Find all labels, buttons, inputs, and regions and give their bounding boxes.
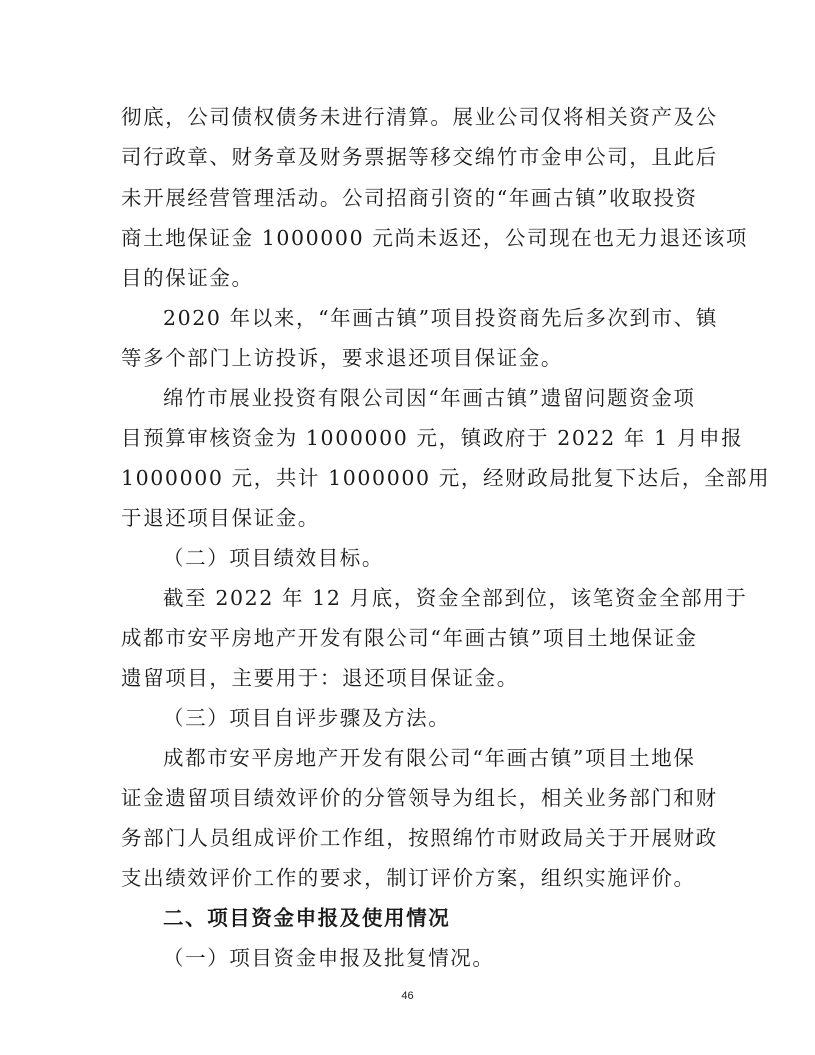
paragraph-line: 成都市安平房地产开发有限公司“年画古镇”项目土地保 xyxy=(163,746,696,770)
paragraph-line: 支出绩效评价工作的要求，制订评价方案，组织实施评价。 xyxy=(121,866,696,890)
paragraph-line: 目的保证金。 xyxy=(121,266,254,290)
paragraph-line: 未开展经营管理活动。公司招商引资的“年画古镇”收取投资 xyxy=(121,186,698,210)
subsection-heading: （三）项目自评步骤及方法。 xyxy=(163,706,451,730)
subsection-heading: （一）项目资金申报及批复情况。 xyxy=(163,946,495,970)
paragraph-line: 绵竹市展业投资有限公司因“年画古镇”遗留问题资金项 xyxy=(163,386,696,410)
paragraph-line: 等多个部门上访投诉，要求退还项目保证金。 xyxy=(121,346,563,370)
paragraph-line: 证金遗留项目绩效评价的分管领导为组长，相关业务部门和财 xyxy=(121,786,718,810)
paragraph-line: 务部门人员组成评价工作组，按照绵竹市财政局关于开展财政 xyxy=(121,826,718,850)
paragraph-line: 成都市安平房地产开发有限公司“年画古镇”项目土地保证金 xyxy=(121,626,698,650)
paragraph-line: 2020 年以来，“年画古镇”项目投资商先后多次到市、镇 xyxy=(163,306,718,330)
paragraph-line: 彻底，公司债权债务未进行清算。展业公司仅将相关资产及公 xyxy=(121,105,718,129)
paragraph-line: 1000000 元，共计 1000000 元，经财政局批复下达后，全部用 xyxy=(121,466,771,490)
subsection-heading: （二）项目绩效目标。 xyxy=(163,546,384,570)
paragraph-line: 目预算审核资金为 1000000 元，镇政府于 2022 年 1 月申报 xyxy=(121,426,744,450)
paragraph-line: 截至 2022 年 12 月底，资金全部到位，该笔资金全部用于 xyxy=(163,586,748,610)
paragraph-line: 商土地保证金 1000000 元尚未返还，公司现在也无力退还该项 xyxy=(121,226,749,250)
section-heading: 二、项目资金申报及使用情况 xyxy=(163,906,451,930)
paragraph-line: 司行政章、财务章及财务票据等移交绵竹市金申公司，且此后 xyxy=(121,145,718,169)
page-number: 46 xyxy=(401,990,414,1002)
paragraph-line: 遗留项目，主要用于：退还项目保证金。 xyxy=(121,666,519,690)
paragraph-line: 于退还项目保证金。 xyxy=(121,506,320,530)
